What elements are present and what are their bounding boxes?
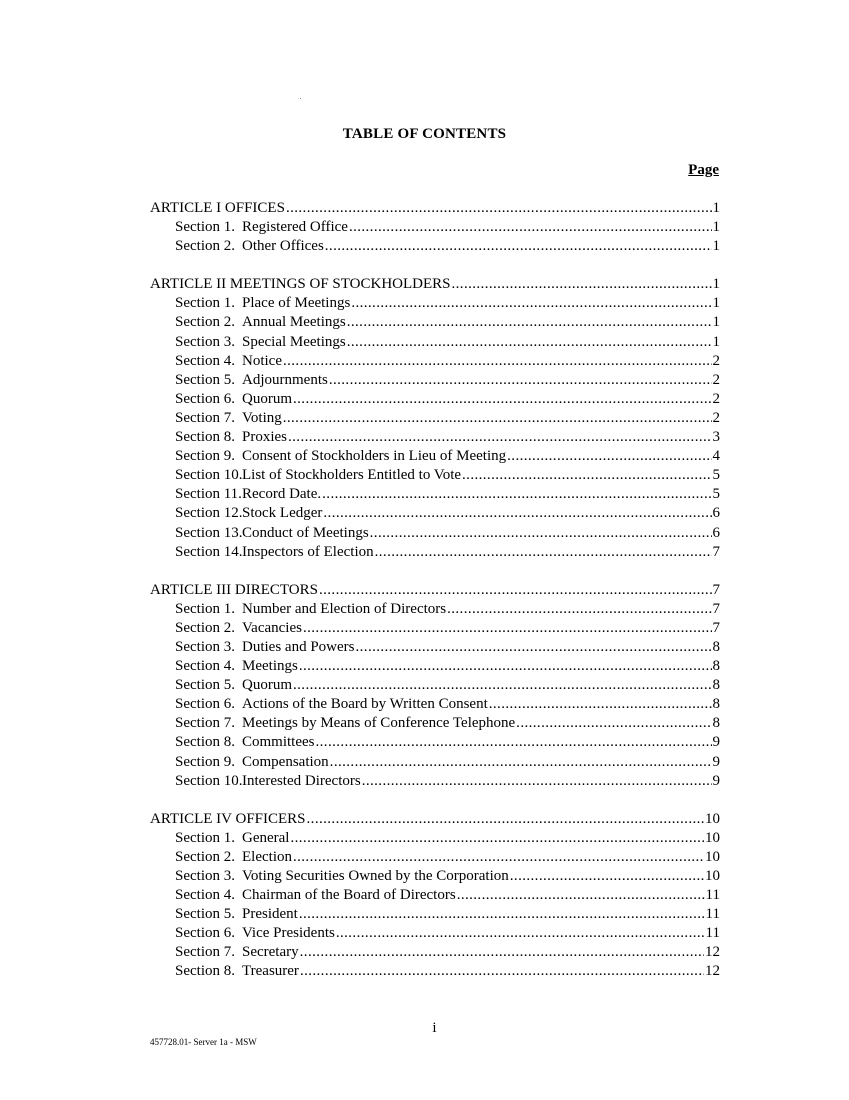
- entry-page-number: 2: [712, 371, 720, 388]
- dot-leader: [293, 848, 704, 867]
- entry-label: Place of Meetings: [242, 295, 351, 312]
- toc-article-block: [150, 581, 720, 791]
- dot-leader: [307, 810, 704, 829]
- entry-label: Election: [242, 848, 292, 865]
- entry-label: Registered Office: [242, 219, 348, 236]
- entry-page-number: 6: [712, 524, 720, 541]
- entry-page-number: 8: [712, 715, 720, 732]
- entry-label: Compensation: [242, 753, 329, 770]
- entry-page-number: 1: [712, 314, 720, 331]
- toc-section-entry: [150, 390, 720, 409]
- section-number: Section 3.: [175, 868, 235, 884]
- toc-section-entry: [150, 924, 720, 943]
- section-number: Section 12.: [175, 505, 243, 522]
- entry-label: Adjournments: [242, 371, 328, 388]
- entry-label: Annual Meetings: [242, 314, 346, 331]
- dot-leader: [362, 772, 712, 791]
- entry-page-number: 10: [705, 829, 720, 846]
- toc-section-entry: [150, 772, 720, 791]
- entry-page-number: 8: [712, 658, 720, 675]
- entry-label: President: [242, 906, 298, 923]
- section-number: Section 2.: [175, 619, 235, 636]
- entry-label: ARTICLE II MEETINGS OF STOCKHOLDERS: [150, 276, 451, 293]
- dot-leader: [516, 714, 711, 733]
- section-number: Section 5.: [175, 677, 235, 694]
- dot-leader: [510, 867, 704, 886]
- entry-page-number: 10: [705, 868, 720, 884]
- entry-label: Committees: [242, 734, 315, 751]
- dot-leader: [300, 943, 704, 962]
- entry-page-number: 8: [712, 696, 720, 713]
- dot-leader: [288, 428, 712, 447]
- section-number: Section 14.: [175, 543, 243, 560]
- entry-label: Consent of Stockholders in Lieu of Meeting: [242, 448, 507, 465]
- entry-label: Voting Securities Owned by the Corporation: [242, 868, 509, 884]
- toc-section-entry: [150, 962, 720, 981]
- dot-leader: [290, 829, 704, 848]
- dot-leader: [300, 962, 704, 981]
- entry-label: Inspectors of Election: [242, 543, 374, 560]
- toc-article-heading: [150, 199, 720, 218]
- dot-leader: [507, 447, 711, 466]
- entry-page-number: 7: [712, 543, 720, 560]
- dot-leader: [336, 924, 705, 943]
- section-number: Section 6.: [175, 390, 235, 407]
- entry-page-number: 2: [712, 352, 720, 369]
- entry-page-number: 10: [705, 848, 720, 865]
- toc-section-entry: [150, 638, 720, 657]
- toc-article-heading: [150, 810, 720, 829]
- entry-page-number: 1: [712, 333, 720, 350]
- toc-section-entry: [150, 218, 720, 237]
- entry-label: Chairman of the Board of Directors: [242, 887, 456, 904]
- footer-document-id: 457728.01- Server 1a - MSW: [150, 1037, 257, 1047]
- section-number: Section 3.: [175, 333, 235, 350]
- entry-label: Duties and Powers: [242, 638, 355, 655]
- section-number: Section 1.: [175, 219, 235, 236]
- toc-section-entry: [150, 428, 720, 447]
- entry-label: Quorum: [242, 390, 292, 407]
- entry-label: Notice: [242, 352, 282, 369]
- section-number: Section 1.: [175, 600, 235, 617]
- page-title: TABLE OF CONTENTS: [342, 126, 507, 142]
- section-number: Section 10.: [175, 772, 243, 789]
- entry-label: Actions of the Board by Written Consent: [242, 696, 488, 713]
- section-number: Section 7.: [175, 944, 235, 961]
- toc-section-entry: [150, 714, 720, 733]
- section-number: Section 1.: [175, 295, 235, 312]
- page-column-header: Page: [688, 162, 719, 178]
- section-number: Section 9.: [175, 753, 235, 770]
- entry-label: Record Date.: [242, 486, 322, 503]
- toc-section-entry: [150, 294, 720, 313]
- entry-label: Vice Presidents: [242, 925, 335, 942]
- section-number: Section 5.: [175, 906, 235, 923]
- toc-section-entry: [150, 447, 720, 466]
- dot-leader: [375, 543, 712, 562]
- entry-page-number: 3: [712, 429, 720, 446]
- entry-label: List of Stockholders Entitled to Vote: [242, 467, 462, 484]
- section-number: Section 2.: [175, 314, 235, 331]
- stray-mark: [300, 98, 301, 99]
- entry-page-number: 7: [712, 619, 720, 636]
- toc-section-entry: [150, 657, 720, 676]
- section-number: Section 8.: [175, 734, 235, 751]
- entry-page-number: 2: [712, 390, 720, 407]
- toc-section-entry: [150, 753, 720, 772]
- dot-leader: [299, 905, 705, 924]
- entry-page-number: 9: [712, 753, 720, 770]
- entry-page-number: 1: [712, 238, 720, 255]
- dot-leader: [447, 600, 711, 619]
- entry-page-number: 12: [705, 963, 720, 980]
- dot-leader: [325, 237, 712, 256]
- dot-leader: [319, 581, 712, 600]
- entry-page-number: 9: [712, 734, 720, 751]
- section-number: Section 8.: [175, 963, 235, 980]
- section-number: Section 4.: [175, 658, 235, 675]
- entry-label: Secretary: [242, 944, 299, 961]
- entry-page-number: 10: [705, 810, 720, 827]
- toc-section-entry: [150, 619, 720, 638]
- entry-page-number: 11: [705, 906, 720, 923]
- section-number: Section 9.: [175, 448, 235, 465]
- toc-section-entry: [150, 676, 720, 695]
- dot-leader: [323, 504, 711, 523]
- toc-section-entry: [150, 485, 720, 504]
- entry-page-number: 4: [712, 448, 720, 465]
- dot-leader: [283, 409, 712, 428]
- dot-leader: [457, 886, 705, 905]
- entry-page-number: 1: [712, 219, 720, 236]
- entry-page-number: 5: [712, 486, 720, 503]
- entry-label: Conduct of Meetings: [242, 524, 369, 541]
- toc-section-entry: [150, 352, 720, 371]
- toc-section-entry: [150, 867, 720, 886]
- toc-section-entry: [150, 829, 720, 848]
- entry-label: Other Offices: [242, 238, 324, 255]
- entry-label: Quorum: [242, 677, 292, 694]
- dot-leader: [370, 524, 712, 543]
- dot-leader: [293, 390, 712, 409]
- dot-leader: [316, 733, 712, 752]
- entry-page-number: 8: [712, 638, 720, 655]
- section-number: Section 2.: [175, 238, 235, 255]
- toc-section-entry: [150, 905, 720, 924]
- entry-label: General: [242, 829, 290, 846]
- entry-page-number: 12: [705, 944, 720, 961]
- entry-label: Voting: [242, 409, 282, 426]
- dot-leader: [356, 638, 712, 657]
- toc-section-entry: [150, 695, 720, 714]
- toc-section-entry: [150, 313, 720, 332]
- toc-section-entry: [150, 466, 720, 485]
- entry-page-number: 1: [712, 295, 720, 312]
- section-number: Section 11.: [175, 486, 242, 503]
- toc-section-entry: [150, 886, 720, 905]
- entry-page-number: 11: [705, 925, 720, 942]
- dot-leader: [329, 371, 712, 390]
- section-number: Section 7.: [175, 409, 235, 426]
- dot-leader: [452, 275, 712, 294]
- section-number: Section 5.: [175, 371, 235, 388]
- toc-section-entry: [150, 371, 720, 390]
- toc-article-block: [150, 275, 720, 561]
- section-number: Section 1.: [175, 829, 235, 846]
- entry-page-number: 11: [705, 887, 720, 904]
- dot-leader: [303, 619, 712, 638]
- entry-page-number: 7: [712, 581, 720, 598]
- dot-leader: [299, 657, 712, 676]
- entry-page-number: 2: [712, 409, 720, 426]
- toc-section-entry: [150, 600, 720, 619]
- entry-label: Stock Ledger: [242, 505, 323, 522]
- dot-leader: [283, 352, 712, 371]
- entry-label: ARTICLE III DIRECTORS: [150, 581, 318, 598]
- dot-leader: [349, 218, 712, 237]
- dot-leader: [322, 485, 711, 504]
- entry-label: Meetings by Means of Conference Telephone: [242, 715, 516, 732]
- entry-page-number: 5: [712, 467, 720, 484]
- entry-label: Number and Election of Directors: [242, 600, 447, 617]
- entry-label: Interested Directors: [242, 772, 361, 789]
- entry-label: Treasurer: [242, 963, 299, 980]
- toc-section-entry: [150, 848, 720, 867]
- dot-leader: [286, 199, 712, 218]
- entry-label: Vacancies: [242, 619, 302, 636]
- section-number: Section 2.: [175, 848, 235, 865]
- section-number: Section 7.: [175, 715, 235, 732]
- table-of-contents: [150, 199, 720, 1001]
- entry-page-number: 6: [712, 505, 720, 522]
- entry-page-number: 8: [712, 677, 720, 694]
- toc-section-entry: [150, 733, 720, 752]
- dot-leader: [347, 313, 712, 332]
- section-number: Section 3.: [175, 638, 235, 655]
- entry-label: Meetings: [242, 658, 298, 675]
- toc-section-entry: [150, 524, 720, 543]
- toc-article-heading: [150, 581, 720, 600]
- dot-leader: [489, 695, 712, 714]
- section-number: Section 6.: [175, 925, 235, 942]
- entry-label: Special Meetings: [242, 333, 346, 350]
- entry-label: ARTICLE I OFFICES: [150, 200, 285, 216]
- dot-leader: [293, 676, 712, 695]
- entry-label: ARTICLE IV OFFICERS: [150, 810, 306, 827]
- toc-section-entry: [150, 943, 720, 962]
- toc-section-entry: [150, 237, 720, 256]
- section-number: Section 4.: [175, 352, 235, 369]
- dot-leader: [330, 753, 712, 772]
- toc-article-block: [150, 199, 720, 256]
- section-number: Section 10.: [175, 467, 243, 484]
- dot-leader: [347, 333, 712, 352]
- toc-section-entry: [150, 333, 720, 352]
- entry-page-number: 9: [712, 772, 720, 789]
- section-number: Section 8.: [175, 429, 235, 446]
- toc-article-block: [150, 810, 720, 982]
- toc-section-entry: [150, 504, 720, 523]
- footer-page-number: i: [432, 1020, 437, 1036]
- section-number: Section 13.: [175, 524, 243, 541]
- entry-label: Proxies: [242, 429, 287, 446]
- dot-leader: [351, 294, 711, 313]
- entry-page-number: 7: [712, 600, 720, 617]
- toc-section-entry: [150, 543, 720, 562]
- toc-article-heading: [150, 275, 720, 294]
- section-number: Section 4.: [175, 887, 235, 904]
- entry-page-number: 1: [712, 200, 720, 216]
- entry-page-number: 1: [712, 276, 720, 293]
- section-number: Section 6.: [175, 696, 235, 713]
- dot-leader: [462, 466, 711, 485]
- toc-section-entry: [150, 409, 720, 428]
